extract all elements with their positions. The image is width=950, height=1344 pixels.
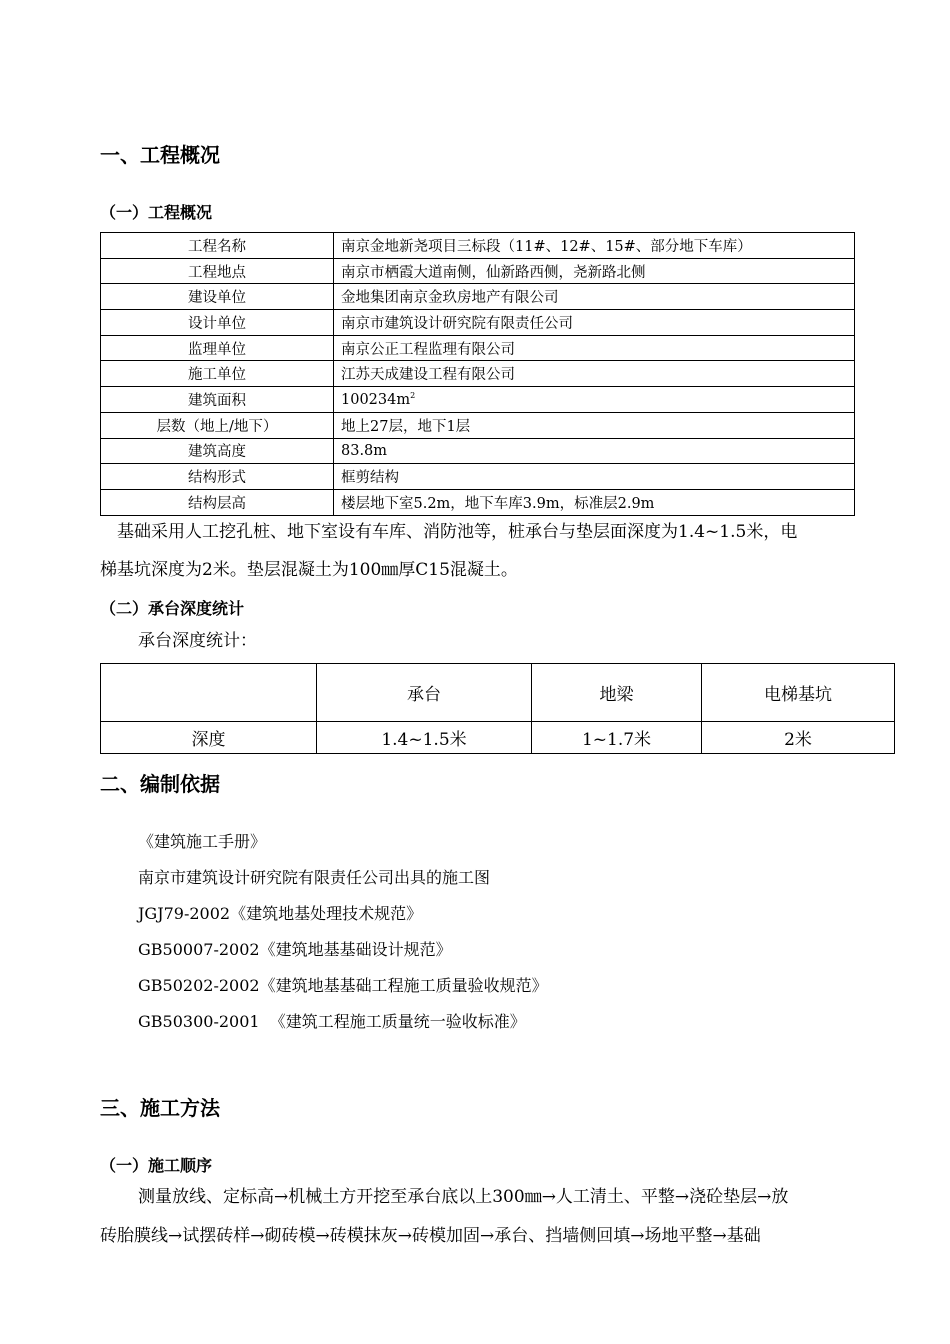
depth-stats-table — [100, 663, 895, 754]
table-cell: 2米 — [702, 722, 895, 754]
table-row — [101, 412, 855, 438]
row-value: 南京公正工程监理有限公司 — [334, 335, 855, 361]
header-cell-empty — [101, 664, 317, 722]
section-title-basis: 二、编制依据 — [100, 772, 220, 796]
reference-item: GB50300-2001 《建筑工程施工质量统一验收标准》 — [138, 1012, 526, 1031]
table-row — [101, 489, 855, 515]
depth-stats-intro: 承台深度统计： — [138, 631, 257, 651]
header-cell: 承台 — [317, 664, 532, 722]
table-row — [101, 258, 855, 284]
row-label: 结构形式 — [101, 464, 334, 490]
area-value: 100234m — [341, 391, 411, 408]
table-row — [101, 722, 895, 754]
reference-item: GB50007-2002《建筑地基基础设计规范》 — [138, 940, 452, 959]
table-row — [101, 438, 855, 464]
row-value: 楼层地下室5.2m，地下车库3.9m，标准层2.9m — [334, 489, 855, 515]
row-label: 工程名称 — [101, 233, 334, 259]
foundation-paragraph-line-1: 基础采用人工挖孔桩、地下室设有车库、消防池等，桩承台与垫层面深度为1.4~1.5米，电 — [117, 522, 798, 542]
row-label: 建筑高度 — [101, 438, 334, 464]
area-unit-superscript: 2 — [410, 391, 416, 401]
header-cell: 电梯基坑 — [702, 664, 895, 722]
table-cell: 1.4~1.5米 — [317, 722, 532, 754]
table-header-row — [101, 664, 895, 722]
sequence-line-2: 砖胎膜线→试摆砖样→砌砖模→砖模抹灰→砖模加固→承台、挡墙侧回填→场地平整→基础 — [100, 1226, 761, 1246]
row-value: 83.8m — [334, 438, 855, 464]
row-value: 框剪结构 — [334, 464, 855, 490]
table-cell: 深度 — [101, 722, 317, 754]
row-label: 建筑面积 — [101, 387, 334, 413]
row-value: 金地集团南京金玖房地产有限公司 — [334, 284, 855, 310]
foundation-paragraph-line-2: 梯基坑深度为2米。垫层混凝土为100㎜厚C15混凝土。 — [100, 560, 518, 580]
subsection-title-depth-stats: （二）承台深度统计 — [100, 599, 245, 618]
table-row — [101, 233, 855, 259]
row-label: 工程地点 — [101, 258, 334, 284]
row-value: 南京市栖霞大道南侧，仙新路西侧，尧新路北侧 — [334, 258, 855, 284]
section-title-overview: 一、工程概况 — [100, 143, 220, 167]
sequence-line-1: 测量放线、定标高→机械土方开挖至承台底以上300㎜→人工清土、平整→浇砼垫层→放 — [138, 1187, 789, 1207]
reference-item: GB50202-2002《建筑地基基础工程施工质量验收规范》 — [138, 976, 548, 995]
row-label: 层数（地上/地下） — [101, 412, 334, 438]
reference-item: 南京市建筑设计研究院有限责任公司出具的施工图 — [138, 868, 491, 887]
table-cell: 1~1.7米 — [532, 722, 702, 754]
table-row — [101, 310, 855, 336]
reference-item: 《建筑施工手册》 — [138, 832, 267, 851]
row-label: 建设单位 — [101, 284, 334, 310]
row-value-area — [334, 387, 855, 413]
subsection-title-sequence: （一）施工顺序 — [100, 1156, 213, 1175]
subsection-title-overview: （一）工程概况 — [100, 203, 213, 222]
table-row — [101, 387, 855, 413]
section-title-method: 三、施工方法 — [100, 1096, 220, 1120]
row-value: 南京市建筑设计研究院有限责任公司 — [334, 310, 855, 336]
table-row — [101, 284, 855, 310]
row-label: 监理单位 — [101, 335, 334, 361]
project-info-table — [100, 232, 855, 516]
table-row — [101, 335, 855, 361]
table-row — [101, 361, 855, 387]
reference-item: JGJ79-2002《建筑地基处理技术规范》 — [138, 904, 423, 923]
row-label: 设计单位 — [101, 310, 334, 336]
row-label: 结构层高 — [101, 489, 334, 515]
row-value: 南京金地新尧项目三标段（11#、12#、15#、部分地下车库） — [334, 233, 855, 259]
table-row — [101, 464, 855, 490]
row-value: 江苏天成建设工程有限公司 — [334, 361, 855, 387]
row-value: 地上27层，地下1层 — [334, 412, 855, 438]
header-cell: 地梁 — [532, 664, 702, 722]
row-label: 施工单位 — [101, 361, 334, 387]
